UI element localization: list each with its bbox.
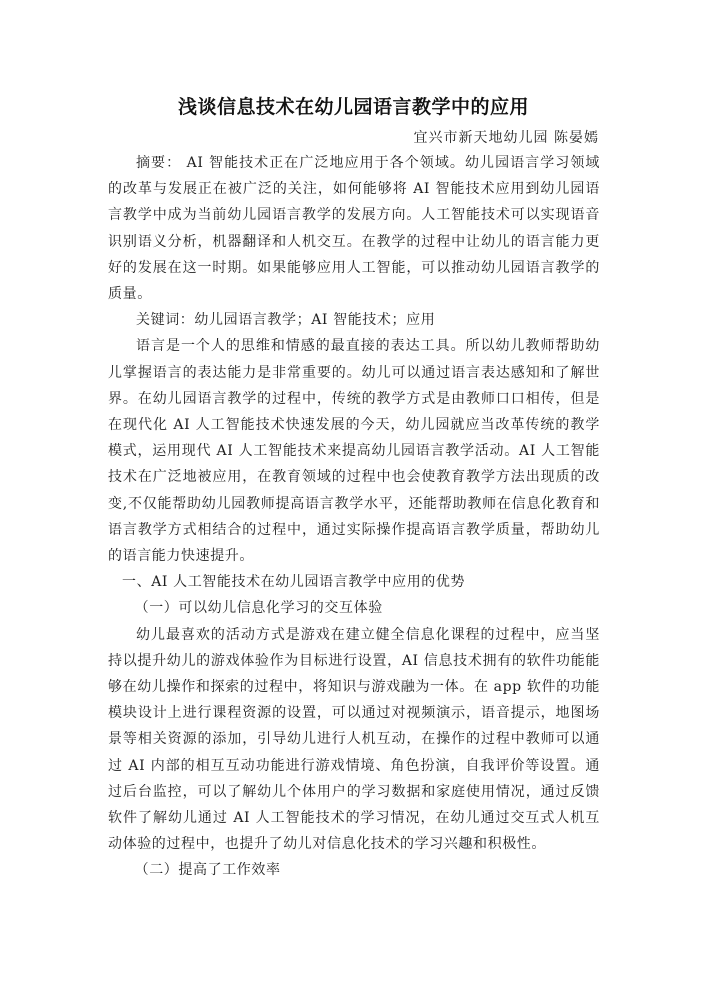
section-heading-1: 一、AI 人工智能技术在幼儿园语言教学中应用的优势 bbox=[122, 574, 466, 591]
author-line: 宜兴市新天地幼儿园 陈晏嫣 bbox=[413, 130, 599, 146]
keywords-line: 关键词：幼儿园语言教学；AI 智能技术；应用 bbox=[136, 312, 436, 329]
abstract-paragraph: 摘要： AI 智能技术正在广泛地应用于各个领域。幼儿园语言学习领域的改革与发展正在被广泛的关注，如何能够将 AI 智能技术应用到幼儿园语言教学中成为当前幼儿园语言教学的发展方向。人工智能技术可以实现语音识别语义分析，机器翻译和人机交互。在教学的过程中让幼儿的语言能力更好的发展在这一时期。如果能够应用人工智能，可以推动幼儿园语言教学的质量。 bbox=[108, 155, 600, 303]
intro-paragraph: 语言是一个人的思维和情感的最直接的表达工具。所以幼儿教师帮助幼儿掌握语言的表达能力是非常重要的。幼儿可以通过语言表达感知和了解世界。在幼儿园语言教学的过程中，传统的教学方式是由教师口口相传，但是在现代化 AI 人工智能技术快速发展的今天，幼儿园就应当改革传统的教学模式，运用现代 AI 人工智能技术来提高幼儿园语言教学活动。AI 人工智能技术在广泛地被应用，在教育领域的过程中也会使教育教学方法出现质的改变,不仅能帮助幼儿园教师提高语言教学水平，还能帮助教师在信息化教育和语言教学方式相结合的过程中，通过实际操作提高语言教学质量，帮助幼儿的语言能力快速提升。 bbox=[108, 338, 600, 565]
subsection-heading-1: （一）可以幼儿信息化学习的交互体验 bbox=[134, 600, 383, 617]
paper-body bbox=[108, 150, 600, 884]
paper-title: 浅谈信息技术在幼儿园语言教学中的应用 bbox=[177, 96, 529, 118]
subsection-heading-2: （二）提高了工作效率 bbox=[134, 862, 281, 879]
subsection-paragraph-1: 幼儿最喜欢的活动方式是游戏在建立健全信息化课程的过程中，应当坚持以提升幼儿的游戏体验作为目标进行设置，AI 信息技术拥有的软件功能能够在幼儿操作和探索的过程中，将知识与游戏融为一体。在 app 软件的功能模块设计上进行课程资源的设置，可以通过对视频演示，语音提示，地图场景等相关资源的添加，引导幼儿进行人机互动，在操作的过程中教师可以通过 AI 内部的相互互动功能进行游戏情境、角色扮演，自我评价等设置。通过后台监控，可以了解幼儿个体用户的学习数据和家庭使用情况，通过反馈软件了解幼儿通过 AI 人工智能技术的学习情况，在幼儿通过交互式人机互动体验的过程中，也提升了幼儿对信息化技术的学习兴趣和积极性。 bbox=[108, 626, 600, 853]
